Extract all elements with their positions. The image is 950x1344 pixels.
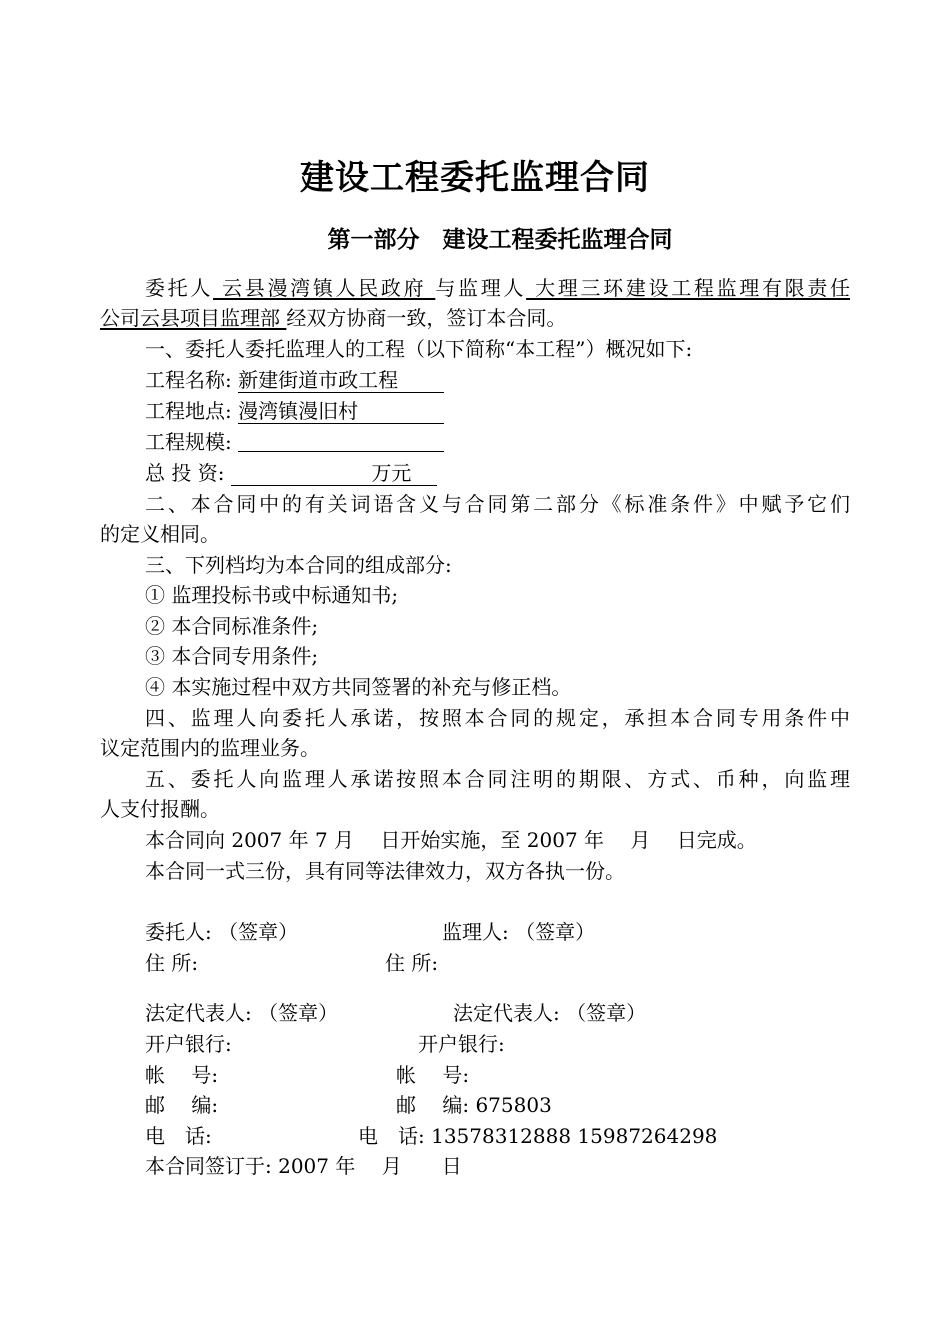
project-scale-row bbox=[145, 427, 850, 457]
intro-agreement: 经双方协商一致，签订本合同。 bbox=[286, 306, 567, 330]
supervisor-bank-label: 开户银行: bbox=[418, 1032, 505, 1056]
intro-line-2 bbox=[100, 303, 850, 333]
supervisor-seal-label: 监理人: （签章） bbox=[442, 920, 596, 944]
project-scale-label: 工程规模: bbox=[145, 430, 232, 454]
section-4-line-1: 四、监理人向委托人承诺，按照本合同的规定，承担本合同专用条件中 bbox=[145, 706, 850, 730]
supervisor-phone: 电 话: 13578312888 15987264298 bbox=[358, 1124, 718, 1148]
contract-period: 本合同向 2007 年 7 月 日开始实施，至 2007 年 月 日完成。 bbox=[145, 828, 757, 852]
list-item-3: ③ 本合同专用条件; bbox=[145, 644, 319, 668]
intro-client-prefix: 委托人 bbox=[145, 276, 214, 300]
project-name-value: 新建街道市政工程 bbox=[238, 368, 444, 393]
supervisor-name-part1: 大理三环建设工程监理有限责任 bbox=[526, 276, 851, 300]
project-investment-label: 总 投 资: bbox=[145, 461, 225, 485]
document-title: 建设工程委托监理合同 bbox=[300, 158, 650, 198]
project-name-label: 工程名称: bbox=[145, 368, 232, 392]
client-phone-label: 电 话: bbox=[145, 1124, 212, 1148]
intro-supervisor-prefix: 与监理人 bbox=[435, 276, 527, 300]
project-scale-blank bbox=[238, 429, 444, 452]
client-bank-label: 开户银行: bbox=[145, 1032, 232, 1056]
project-investment-row bbox=[145, 458, 850, 488]
section-5-line-2: 人支付报酬。 bbox=[100, 797, 220, 821]
section-4-line-2: 议定范围内的监理业务。 bbox=[100, 736, 320, 760]
signing-date: 本合同签订于: 2007 年 月 日 bbox=[145, 1154, 462, 1178]
supervisor-name-part2: 公司云县项目监理部 bbox=[100, 306, 287, 330]
project-location-row bbox=[145, 396, 850, 426]
project-location-label: 工程地点: bbox=[145, 399, 232, 423]
section-3: 三、下列档均为本合同的组成部分: bbox=[145, 553, 452, 577]
intro-line-1 bbox=[145, 273, 850, 303]
supervisor-account-label: 帐 号: bbox=[396, 1063, 470, 1087]
client-zip-label: 邮 编: bbox=[145, 1093, 219, 1117]
investment-unit: 万元 bbox=[371, 461, 412, 485]
document-subtitle: 第一部分 建设工程委托监理合同 bbox=[327, 226, 673, 253]
supervisor-rep-label: 法定代表人: （签章） bbox=[453, 1001, 647, 1025]
contract-copies: 本合同一式三份，具有同等法律效力，双方各执一份。 bbox=[145, 859, 625, 883]
list-item-2: ② 本合同标准条件; bbox=[145, 614, 319, 638]
client-seal-label: 委托人: （签章） bbox=[145, 920, 299, 944]
section-2-line-2: 的定义相同。 bbox=[100, 522, 220, 546]
list-item-4: ④ 本实施过程中双方共同签署的补充与修正档。 bbox=[145, 675, 572, 699]
client-rep-label: 法定代表人: （签章） bbox=[145, 1001, 339, 1025]
section-5-line-1: 五、委托人向监理人承诺按照本合同注明的期限、方式、币种，向监理 bbox=[145, 767, 850, 791]
supervisor-address-label: 住 所: bbox=[385, 951, 439, 975]
section-2-line-1: 二、本合同中的有关词语含义与合同第二部分《标准条件》中赋予它们 bbox=[145, 492, 850, 516]
client-address-label: 住 所: bbox=[145, 951, 199, 975]
client-name: 云县漫湾镇人民政府 bbox=[213, 276, 436, 300]
project-name-row bbox=[145, 365, 850, 395]
project-investment-value bbox=[231, 461, 437, 486]
section-1: 一、委托人委托监理人的工程（以下简称“本工程”）概况如下: bbox=[145, 337, 693, 361]
supervisor-zip: 邮 编: 675803 bbox=[396, 1093, 552, 1117]
list-item-1: ① 监理投标书或中标通知书; bbox=[145, 583, 399, 607]
client-account-label: 帐 号: bbox=[145, 1063, 219, 1087]
project-location-value: 漫湾镇漫旧村 bbox=[238, 399, 444, 424]
